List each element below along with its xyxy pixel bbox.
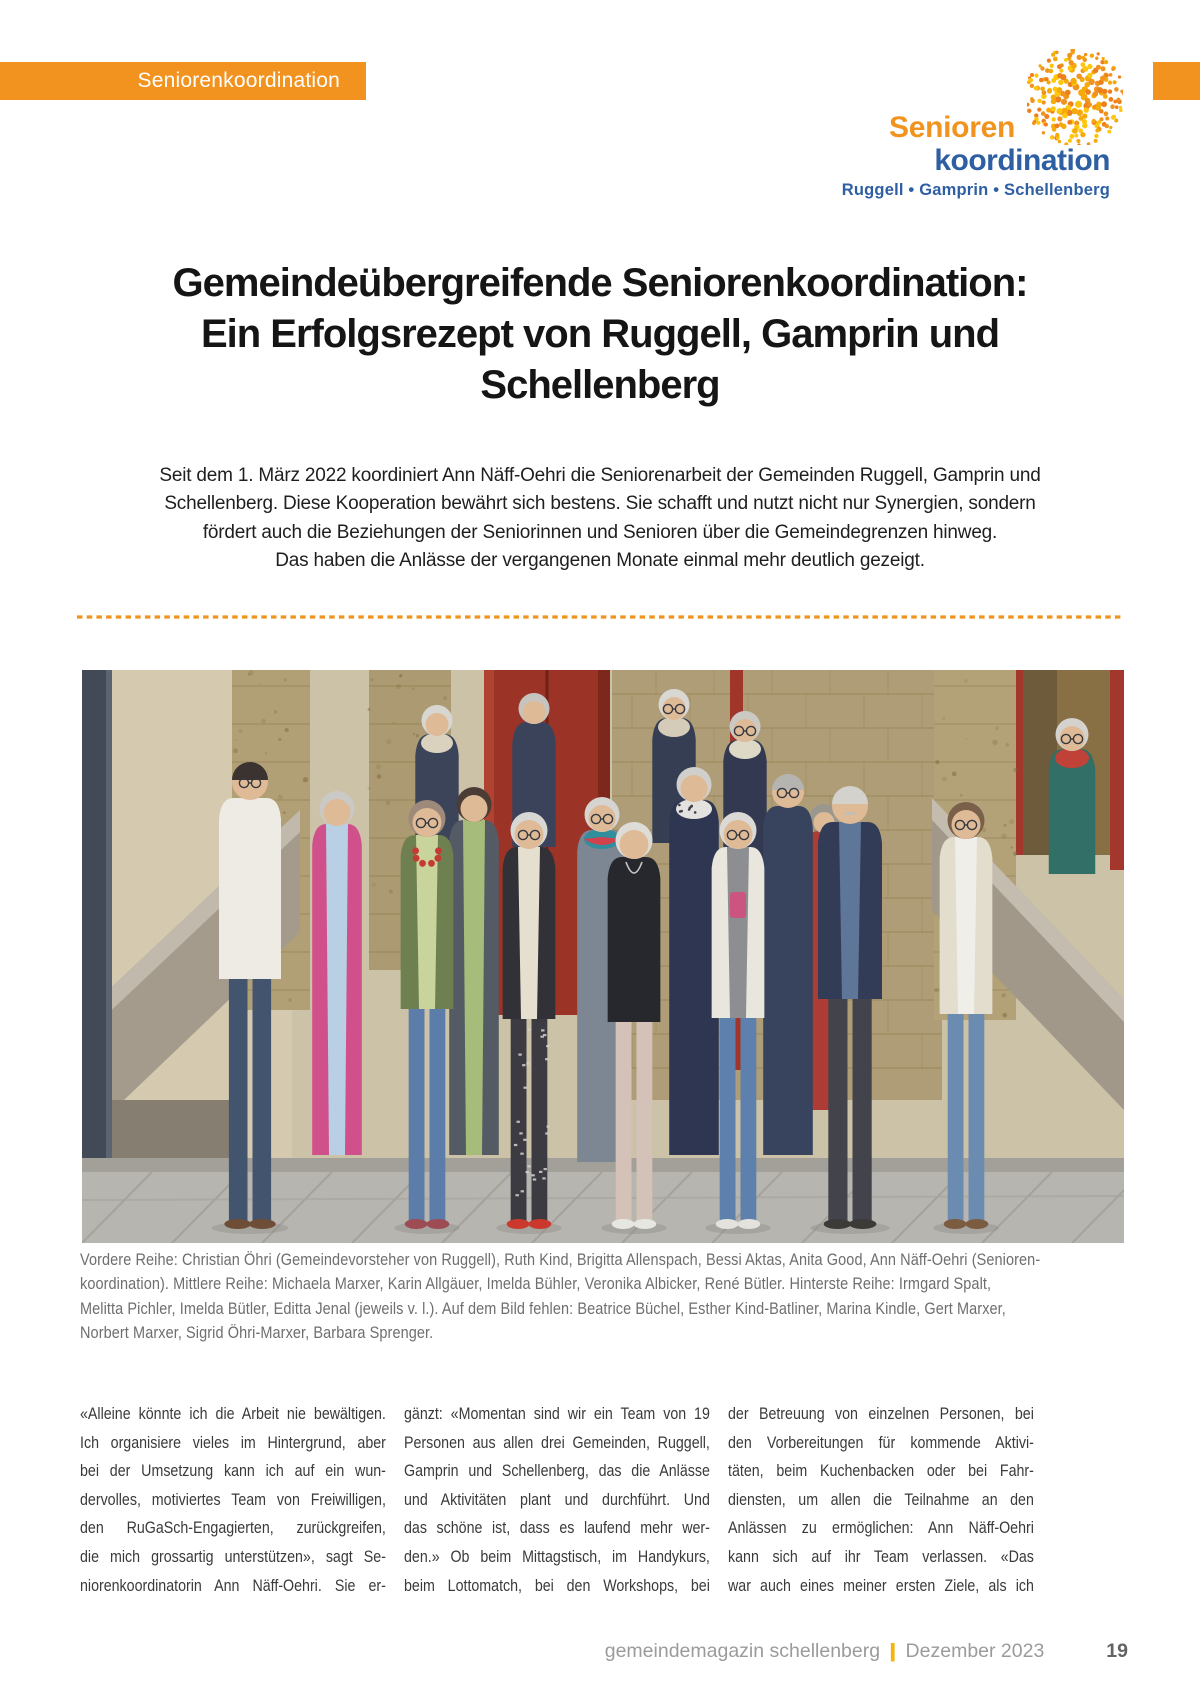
body-column-1: «Alleine könnte ich die Arbeit nie bewältigen. Ich organisiere vieles im Hintergrund, aber bei der Umsetzung kann ich auf ein wun- dervolles, motiviertes Team von Freiwilligen, den RuGaSch-Engagierten, zurückgreifen, die mich grossartig unterstützen», sagt Se- niorenkoordinatorin Ann Näff-Oehri. Sie er-: [80, 1405, 386, 1595]
page-footer: [605, 1640, 1128, 1662]
logo-municipalities: Ruggell • Gamprin • Schellenberg: [841, 181, 1110, 199]
article-lead: Seit dem 1. März 2022 koordiniert Ann Näff-Oehri die Seniorenarbeit der Gemeinden Ruggell, Gamprin und Schellenberg. Diese Kooperation bewährt sich bestens. Sie schafft und nutzt nicht nur Synergien, sondern fördert auch die Beziehungen der Seniorinnen und Senioren über die Gemeindegrenzen hinweg. Das haben die Anlässe der vergangenen Monate einmal mehr deutlich gezeigt.: [159, 465, 1041, 571]
corner-accent-block: [1153, 62, 1200, 100]
logo-word-senioren: Senioren: [889, 111, 1015, 144]
page-number: 19: [1106, 1640, 1128, 1662]
group-photo: [82, 670, 1124, 1243]
dashed-divider: [75, 614, 1125, 620]
body-column-2: gänzt: «Momentan sind wir ein Team von 19 Personen aus allen drei Gemeinden, Ruggell, Gamprin und Schellenberg, das die Anlässe und Aktivitäten plant und durchführt. Und das schöne ist, dass es laufend mehr wer- den.» Ob beim Mittagstisch, im Handykurs, beim Lottomatch, bei den Workshops, bei: [404, 1405, 710, 1595]
footer-separator: |: [888, 1640, 897, 1662]
logo-word-koordination: koordination: [934, 144, 1110, 177]
brand-logo: [842, 112, 1110, 202]
photo-caption: Vordere Reihe: Christian Öhri (Gemeindevorsteher von Ruggell), Ruth Kind, Brigitta Allenspach, Bessi Aktas, Anita Good, Ann Näff-Oehri (Senioren- koordination). Mittlere Reihe: Michaela Marxer, Karin Allgäuer, Imelda Bühler, Veronika Albicker, René Bütler. Hinterste Reihe: Irmgard Spalt, Melitta Pichler, Imelda Bütler, Editta Jenal (jeweils v. l.). Auf dem Bild fehlen: Beatrice Büchel, Esther Kind-Batliner, Marina Kindle, Gert Marxer, Norbert Marxer, Sigrid Öhri-Marxer, Barbara Sprenger.: [80, 1251, 1041, 1342]
body-column-3: der Betreuung von einzelnen Personen, bei den Vorbereitungen für kommende Aktivi- täten, beim Kuchenbacken oder bei Fahr- diensten, um allen die Teilnahme an den Anlässen zu ermöglichen: Ann Näff-Oehri kann sich auf ihr Team verlassen. «Das war auch eines meiner ersten Ziele, als ich: [728, 1405, 1034, 1595]
issue-date: Dezember 2023: [905, 1640, 1045, 1662]
section-tab: [0, 62, 366, 100]
section-tab-label: Seniorenkoordination: [137, 69, 340, 92]
magazine-name: gemeindemagazin schellenberg: [604, 1640, 881, 1662]
article-title: Gemeindeübergreifende Seniorenkoordination: Ein Erfolgsrezept von Ruggell, Gamprin und Schellenberg: [172, 261, 1028, 407]
